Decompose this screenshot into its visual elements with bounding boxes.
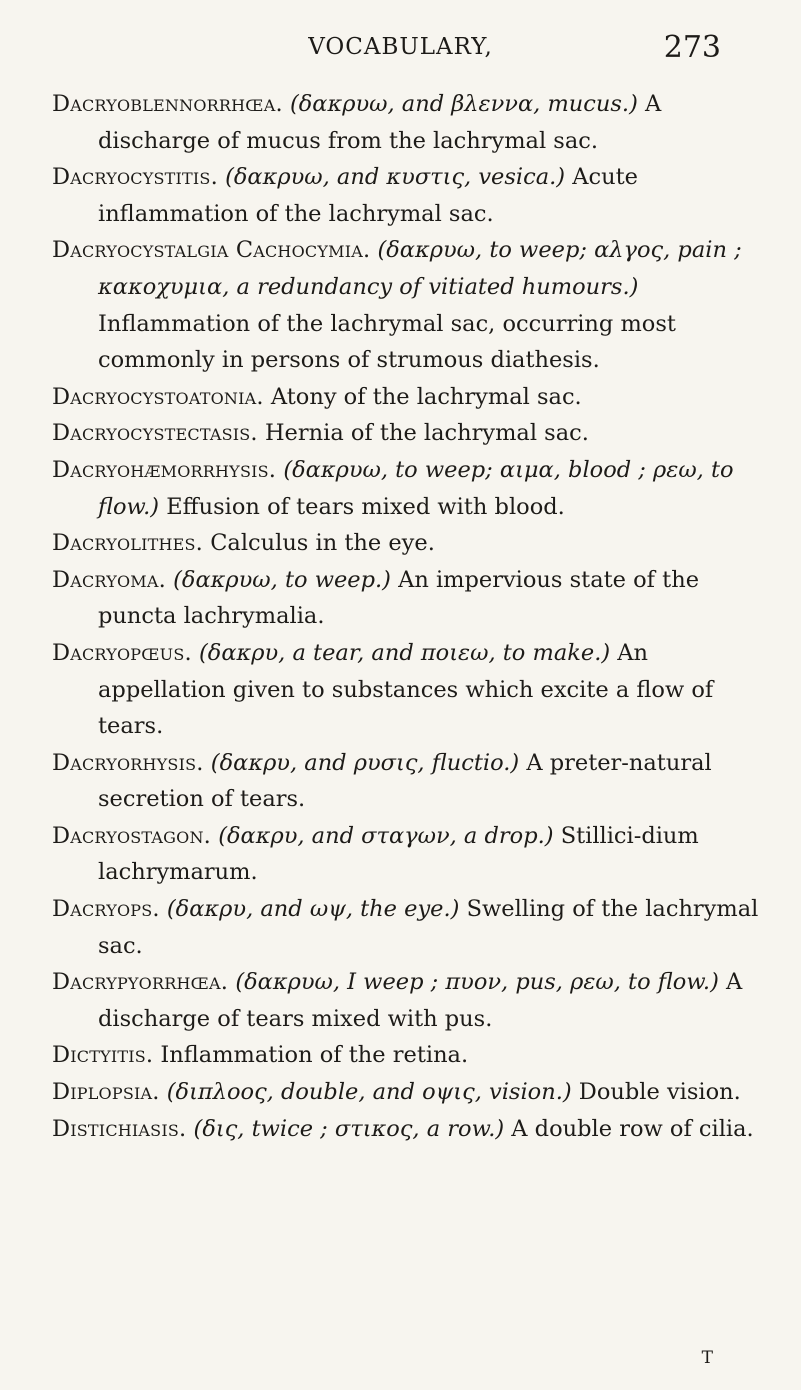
entry-definition: Atony of the lachrymal sac. [270,383,582,410]
entry-definition: Inflammation of the retina. [160,1042,469,1069]
entry-etymology: (δακρυω, I weep ; πυον, pus, ρεω, to flow.) [235,969,719,996]
vocabulary-entry [52,232,762,378]
vocabulary-entry [52,452,762,525]
running-title: VOCABULARY, [308,34,493,60]
entry-definition: Acute inflammation of the lachrymal sac. [98,164,638,227]
vocabulary-entry [52,891,762,964]
entry-definition: Calculus in the eye. [210,530,435,557]
entry-headword: Dacryocystalgia Cachocymia. [52,237,371,264]
vocabulary-entry [52,159,762,232]
entry-etymology: (δακρυω, to weep.) [173,566,391,593]
entry-etymology: (δακρυ, and σταγων, a drop.) [218,822,554,849]
entry-definition: An appellation given to substances which excite a flow of tears. [98,639,714,740]
entry-headword: Dacryoblennorrhœa. [52,91,283,117]
entry-headword: Dacryopœus. [52,639,192,666]
vocabulary-entry [52,562,762,635]
entry-headword: Dacryops. [52,896,160,923]
vocabulary-entries [52,86,762,1147]
entry-headword: Dacryohæmorrhysis. [52,456,277,483]
entry-etymology: (δακρυω, to weep; αιμα, blood ; ρεω, to flow.) [98,456,734,520]
page-number: 273 [663,30,721,65]
entry-definition: Hernia of the lachrymal sac. [264,420,589,447]
entry-etymology: (δακρυω, and βλεννα, mucus.) [289,91,638,117]
entry-definition: A preter-natural secretion of tears. [98,749,712,813]
vocabulary-entry [52,964,762,1037]
entry-headword: Dacrypyorrhœa. [52,969,229,996]
entry-headword: Diplopsia. [52,1079,160,1106]
entry-definition: Swelling of the lachrymal sac. [98,896,759,959]
entry-definition: An impervious state of the puncta lachrymalia. [98,566,700,630]
entry-definition: Inflammation of the lachrymal sac, occurring most commonly in persons of strumous diathesis. [98,310,676,374]
signature-mark: T [701,1348,713,1368]
vocabulary-entry [52,1037,762,1074]
entry-headword: Dacryocystitis. [52,164,218,191]
entry-etymology: (δακρυω, and κυστις, vesica.) [225,164,566,191]
entry-headword: Dacryostagon. [52,822,212,849]
entry-etymology: (διπλοος, double, and οψις, vision.) [166,1079,572,1106]
entry-definition: Stillici-dium lachrymarum. [98,822,699,886]
entry-headword: Distichiasis. [52,1115,187,1142]
entry-headword: Dacryoma. [52,566,166,593]
entry-etymology: (δακρυ, a tear, and ποιεω, to make.) [199,639,611,666]
vocabulary-entry [52,818,762,891]
entry-definition: A discharge of tears mixed with pus. [98,969,743,1032]
vocabulary-entry [52,379,762,416]
entry-etymology: (δακρυ, and ωψ, the eye.) [166,896,460,923]
entry-headword: Dacryolithes. [52,530,204,557]
entry-headword: Dacryocystectasis. [52,420,258,447]
entry-headword: Dictyitis. [52,1042,154,1069]
entry-etymology: (δακρυω, to weep; αλγος, pain ; κακοχυμια, a redundancy of vitiated humours.) [98,237,742,300]
entry-etymology: (δακρυ, and ρυσις, fluctio.) [210,749,520,776]
vocabulary-entry [52,1111,762,1148]
entry-headword: Dacryorhysis. [52,749,204,776]
vocabulary-entry [52,415,762,452]
vocabulary-entry [52,635,762,745]
entry-definition: A discharge of mucus from the lachrymal sac. [98,91,662,154]
entry-definition: Effusion of tears mixed with blood. [166,493,565,520]
entry-etymology: (δις, twice ; στικος, a row.) [193,1115,505,1142]
vocabulary-entry [52,745,762,818]
entry-definition: A double row of cilia. [511,1115,754,1142]
vocabulary-entry [52,1074,762,1111]
entry-headword: Dacryocystoatonia. [52,383,264,410]
running-head [0,28,801,68]
entry-definition: Double vision. [578,1079,741,1106]
vocabulary-entry [52,525,762,562]
vocabulary-entry [52,86,762,159]
